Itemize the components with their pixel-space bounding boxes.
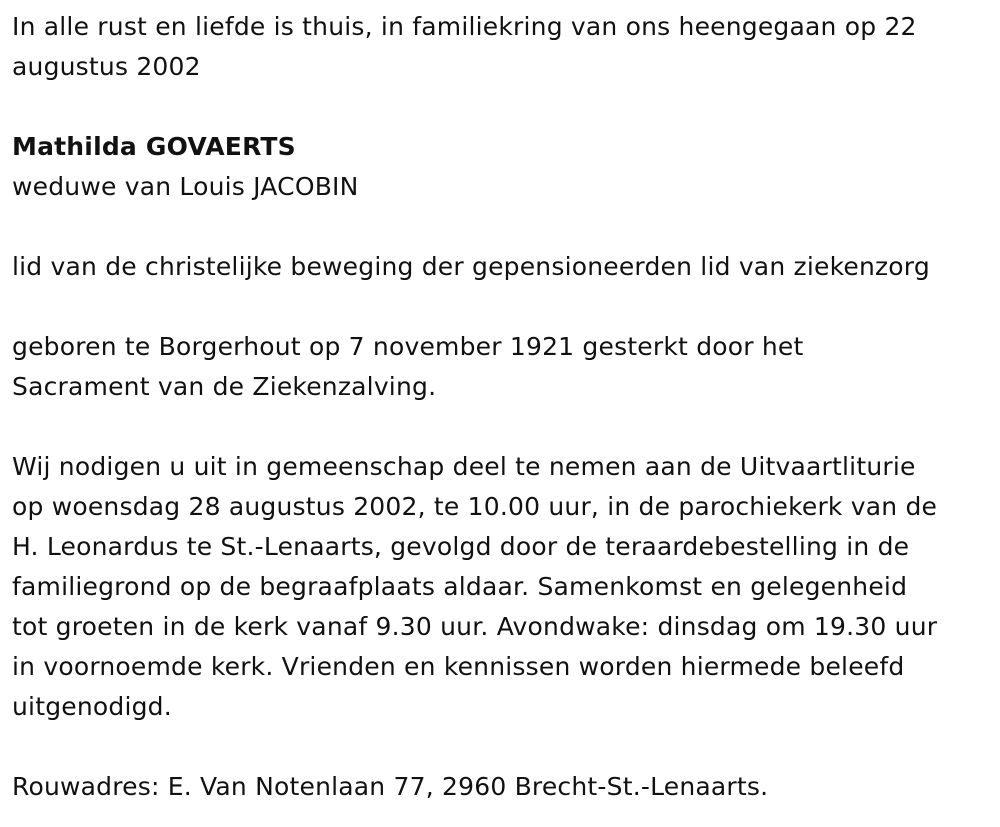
birth-paragraph [12, 327, 992, 407]
intro-line: In alle rust en liefde is thuis, in familiekring van ons heengegaan op 22 [12, 12, 917, 41]
invitation-line: H. Leonardus te St.-Lenaarts, gevolgd door de teraardebestelling in de [12, 532, 910, 561]
invitation-line: tot groeten in de kerk vanaf 9.30 uur. Avondwake: dinsdag om 19.30 uur [12, 612, 938, 641]
spouse-line: weduwe van Louis JACOBIN [12, 172, 359, 201]
invitation-paragraph [12, 447, 992, 727]
invitation-line: familiegrond op de begraafplaats aldaar. Samenkomst en gelegenheid [12, 572, 908, 601]
birth-line: Sacrament van de Ziekenzalving. [12, 372, 437, 401]
intro-paragraph [12, 7, 992, 87]
mourning-address: Rouwadres: E. Van Notenlaan 77, 2960 Brecht-St.-Lenaarts. [12, 772, 769, 801]
invitation-line: Wij nodigen u uit in gemeenschap deel te nemen aan de Uitvaartliturie [12, 452, 916, 481]
invitation-line: op woensdag 28 augustus 2002, te 10.00 uur, in de parochiekerk van de [12, 492, 938, 521]
deceased-name: Mathilda GOVAERTS [12, 132, 296, 161]
intro-line: augustus 2002 [12, 52, 201, 81]
membership-line: lid van de christelijke beweging der gepensioneerden lid van ziekenzorg [12, 252, 930, 281]
invitation-line: in voornoemde kerk. Vrienden en kennissen worden hiermede beleefd [12, 652, 905, 681]
obituary-notice [12, 7, 992, 807]
invitation-line: uitgenodigd. [12, 692, 172, 721]
birth-line: geboren te Borgerhout op 7 november 1921 gesterkt door het [12, 332, 804, 361]
